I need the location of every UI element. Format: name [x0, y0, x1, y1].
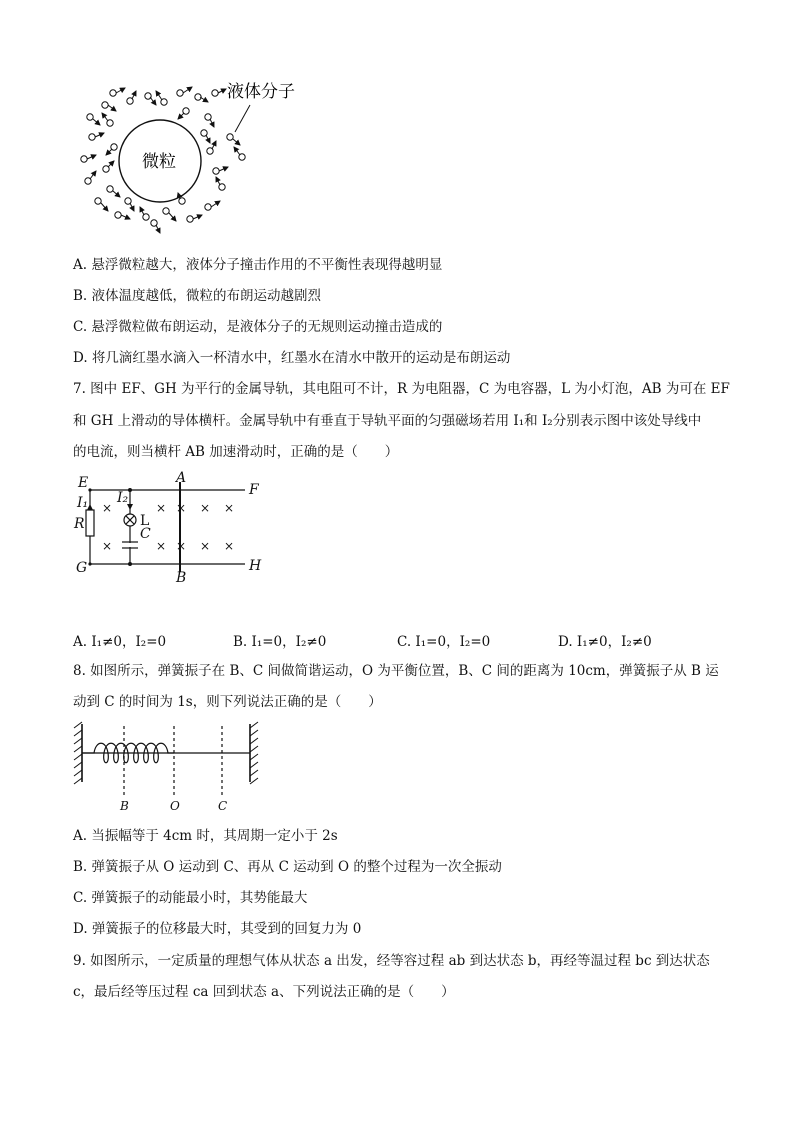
brownian-motion-figure — [70, 75, 330, 240]
q6-option-a: A. 悬浮微粒越大，液体分子撞击作用的不平衡性表现得越明显 — [73, 257, 443, 273]
q7-stem-line1: 7. 图中 EF、GH 为平行的金属导轨，其电阻可不计，R 为电阻器，C 为电容器，L 为小灯泡，AB 为可在 EF — [73, 381, 730, 397]
q7-option-c: C. I₁=0，I₂=0 — [397, 634, 491, 650]
magnetic-field-marks — [102, 501, 234, 553]
svg-text:×: × — [102, 501, 113, 515]
svg-text:×: × — [156, 539, 167, 553]
label-C: C — [140, 526, 151, 542]
q9-stem-line2: c，最后经等压过程 ca 回到状态 a、下列说法正确的是（ ） — [73, 984, 455, 1000]
q7-option-d: D. I₁≠0，I₂≠0 — [558, 634, 652, 650]
particle-label: 微粒 — [142, 152, 176, 172]
svg-text:×: × — [200, 539, 211, 553]
q6-option-c: C. 悬浮微粒做布朗运动，是液体分子的无规则运动撞击造成的 — [73, 319, 443, 335]
molecules-label: 液体分子 — [227, 82, 295, 102]
label-R: R — [74, 516, 85, 532]
q8-stem-line2: 动到 C 的时间为 1s，则下列说法正确的是（ ） — [73, 694, 382, 710]
q9-stem-line1: 9. 如图所示，一定质量的理想气体从状态 a 出发，经等容过程 ab 到达状态 b，再经等温过程 bc 到达状态 — [73, 953, 710, 969]
label-I1: I₁ — [77, 495, 89, 511]
q8-option-b: B. 弹簧振子从 O 运动到 C、再从 C 运动到 O 的整个过程为一次全振动 — [73, 859, 502, 875]
label-H: H — [249, 558, 262, 574]
label-C-pos: C — [218, 799, 228, 813]
svg-text:×: × — [224, 501, 235, 515]
q8-option-c: C. 弹簧振子的动能最小时，其势能最大 — [73, 890, 308, 906]
label-E: E — [78, 475, 89, 491]
label-B: B — [176, 570, 187, 586]
svg-text:×: × — [102, 539, 113, 553]
label-A: A — [176, 470, 187, 486]
rail-circuit-figure — [70, 470, 280, 590]
label-F: F — [249, 482, 259, 498]
q7-stem-line3: 的电流，则当横杆 AB 加速滑动时，正确的是（ ） — [73, 444, 399, 460]
label-L: L — [140, 513, 150, 529]
label-B-pos: B — [120, 799, 129, 813]
svg-text:×: × — [176, 539, 187, 553]
svg-text:×: × — [176, 501, 187, 515]
q8-option-a: A. 当振幅等于 4cm 时，其周期一定小于 2s — [73, 828, 338, 844]
q7-option-a: A. I₁≠0，I₂=0 — [73, 634, 167, 650]
q7-stem-line2: 和 GH 上滑动的导体横杆。金属导轨中有垂直于导轨平面的匀强磁场若用 I₁和 I₂分别表示图中该处导线中 — [73, 413, 702, 429]
label-G: G — [76, 560, 88, 576]
svg-text:×: × — [200, 501, 211, 515]
q8-option-d: D. 弹簧振子的位移最大时，其受到的回复力为 0 — [73, 921, 362, 937]
q6-option-d: D. 将几滴红墨水滴入一杯清水中，红墨水在清水中散开的运动是布朗运动 — [73, 350, 511, 366]
q7-option-b: B. I₁=0，I₂≠0 — [233, 634, 327, 650]
label-I2: I₂ — [117, 490, 129, 506]
spring-oscillator-figure — [70, 718, 270, 818]
svg-text:×: × — [224, 539, 235, 553]
label-O-pos: O — [170, 799, 180, 813]
q8-stem-line1: 8. 如图所示，弹簧振子在 B、C 间做简谐运动，O 为平衡位置，B、C 间的距离为 10cm，弹簧振子从 B 运 — [73, 663, 719, 679]
q6-option-b: B. 液体温度越低，微粒的布朗运动越剧烈 — [73, 288, 322, 304]
molecules-pointer — [235, 105, 250, 132]
svg-text:×: × — [156, 501, 167, 515]
